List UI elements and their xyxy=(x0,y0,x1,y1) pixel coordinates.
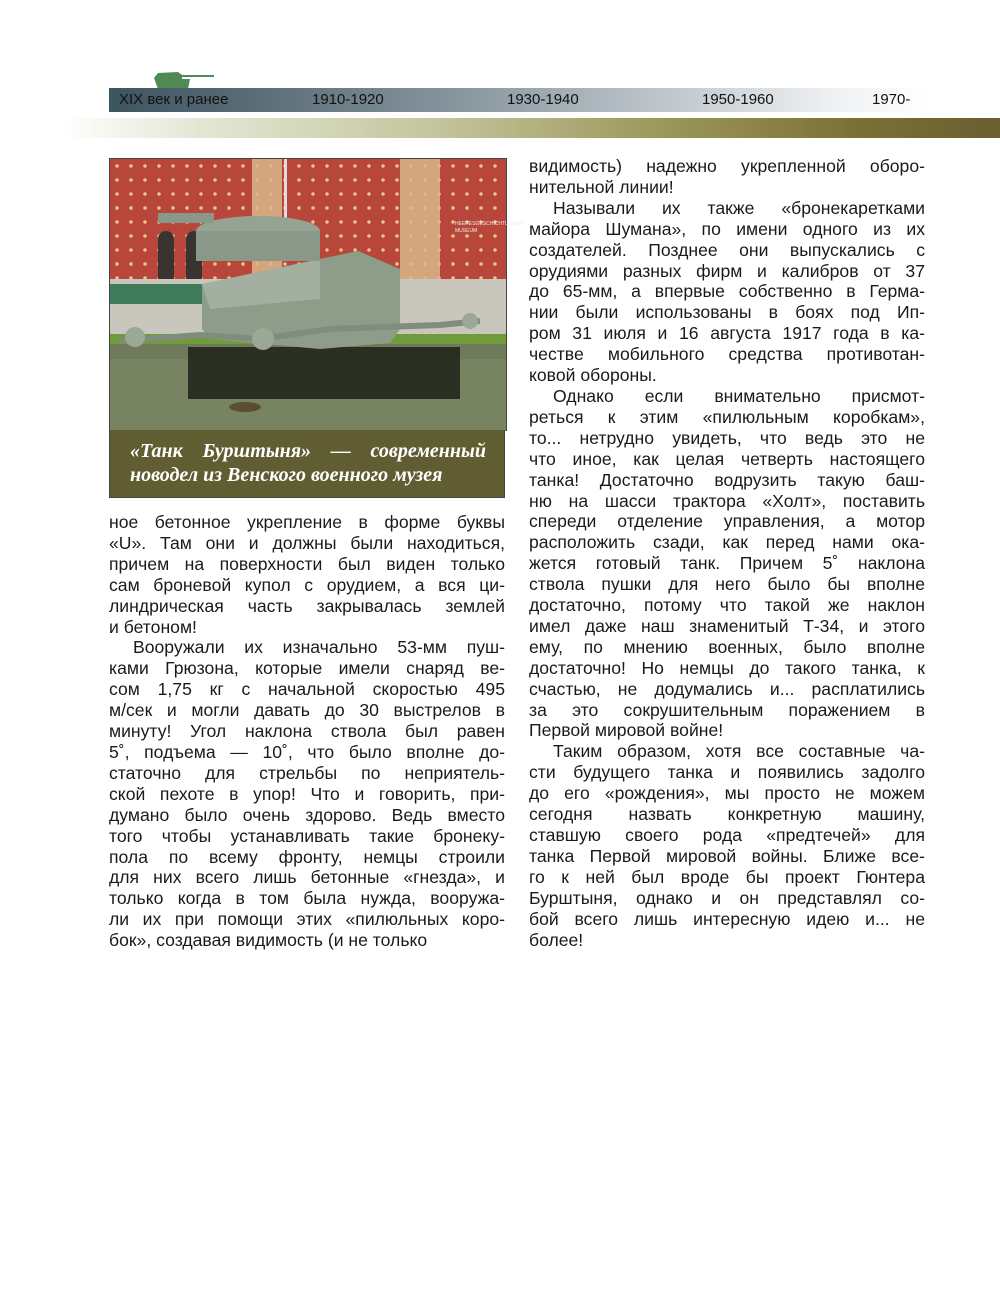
timeline-item[interactable]: 1950-1960 xyxy=(702,91,774,108)
text-line: Называли их также «бронекаретками xyxy=(553,197,925,218)
paragraph xyxy=(109,512,505,637)
text-line: до его «рождения», мы просто не можем xyxy=(529,783,925,804)
text-line: ное бетонное укрепление в форме буквы xyxy=(109,512,505,532)
caption-line: новодел из Венского военного музея xyxy=(130,464,443,486)
text-line: Однако если внимательно присмот- xyxy=(553,385,925,406)
text-line: «U». Там они и должны были находиться, xyxy=(109,532,505,553)
text-line: бой всего лишь интересную идею и... не xyxy=(529,908,925,929)
tank-photo xyxy=(109,158,524,431)
text-line: того чтобы устанавливать такие бронеку- xyxy=(109,825,505,846)
text-line: реться к этим «пилюльным коробкам», xyxy=(529,406,925,427)
text-line: Таким образом, хотя все составные ча- xyxy=(553,741,925,762)
text-line: ли их при помощи этих «пилюльных коро- xyxy=(109,909,505,930)
text-line: минуту! Угол наклона ствола был равен xyxy=(109,721,505,742)
timeline-item[interactable]: 1930-1940 xyxy=(507,91,579,108)
text-line: нительной линии! xyxy=(529,176,674,197)
text-line: достаточно, потому что такой же наклон xyxy=(529,595,925,616)
text-line: и бетоном! xyxy=(109,616,197,637)
text-line: ром 31 июля и 16 августа 1917 года в ка- xyxy=(529,323,925,344)
text-line: более! xyxy=(529,929,584,950)
text-line: спереди отделение управления, а мотор xyxy=(529,511,925,532)
text-line: достаточно! Но немцы до такого танка, к xyxy=(529,657,925,678)
museum-sign: HEERESGESCHICHTLICHES MUSEUM xyxy=(455,221,524,234)
text-line: сти будущего танка и появились задолго xyxy=(529,762,925,783)
text-line: нии были использованы в боях под Ип- xyxy=(529,302,925,323)
text-line: сам броневой купол с орудием, а вся ци- xyxy=(109,574,505,595)
text-line: ковой обороны. xyxy=(529,365,657,386)
timeline-item[interactable]: 1970- xyxy=(872,91,911,108)
text-line: Первой мировой войне! xyxy=(529,720,724,741)
text-line: ками Грюзона, которые имели снаряд ве- xyxy=(109,658,505,679)
text-line: орудиями разных фирм и калибров от 37 xyxy=(529,260,925,281)
text-line: линдрическая часть закрывалась землей xyxy=(109,595,505,616)
text-line: причем на поверхности был виден только xyxy=(109,553,505,574)
text-line: за это сокрушительным поражением в xyxy=(529,699,925,720)
text-line: сом 1,75 кг с начальной скоростью 495 xyxy=(109,679,505,700)
paragraph xyxy=(529,386,925,741)
paragraph xyxy=(109,637,505,951)
text-line: майора Шумана», по имени одного из их xyxy=(529,218,925,239)
text-line: думано было очень здорово. Ведь вместо xyxy=(109,804,505,825)
text-line: для них всего лишь бетонные «гнезда», и xyxy=(109,867,505,888)
text-column-left xyxy=(109,512,505,951)
text-line: только когда в том была нужда, вооружа- xyxy=(109,888,505,909)
text-line: 5˚, подъема — 10˚, что было вполне до- xyxy=(109,741,505,762)
text-line: м/сек и могли давать до 30 выстрелов в xyxy=(109,700,505,721)
text-line: танка! Достаточно водрузить такую баш- xyxy=(529,469,925,490)
text-line: ставшую своего рода «предтечей» для xyxy=(529,825,925,845)
text-line: честве мобильного средства противотан- xyxy=(529,344,925,365)
text-line: что иное, как целая четверть настоящего xyxy=(529,448,925,469)
timeline-bar xyxy=(109,88,929,112)
text-line: то... нетрудно увидеть, что ведь это не xyxy=(529,427,925,448)
caption-line: «Танк Бурштыня» — современный xyxy=(130,440,486,462)
text-line: Бурштыня, однако и он представлял со- xyxy=(529,887,925,908)
text-line: ской пехоте в упор! Что и говорить, при- xyxy=(109,783,505,804)
text-line: ствола пушки для него было бы вполне xyxy=(529,574,925,595)
text-line: статочно для стрельбы по неприятель- xyxy=(109,762,505,783)
timeline-item[interactable]: 1910-1920 xyxy=(312,91,384,108)
photo-caption xyxy=(109,430,505,498)
text-line: го к ней был вроде бы проект Гюнтера xyxy=(529,866,925,887)
text-line: пола по всему фронту, немцы строили xyxy=(109,846,505,867)
text-column-right xyxy=(529,156,925,950)
text-line: видимость) надежно укрепленной оборо- xyxy=(529,156,925,176)
text-line: Вооружали их изначально 53-мм пуш- xyxy=(133,637,505,658)
text-line: имел даже наш знаменитый Т-34, и этого xyxy=(529,615,925,636)
text-line: ему, по мнению военных, было вполне xyxy=(529,636,925,657)
text-line: жется готовый танк. Причем 5˚ наклона xyxy=(529,553,925,574)
decorative-band xyxy=(60,118,1000,138)
text-line: ню на шасси трактора «Холт», поставить xyxy=(529,490,925,511)
text-line: сегодня назвать конкретную машину, xyxy=(529,804,925,825)
text-line: расположить сзади, как перед нами ока- xyxy=(529,532,925,553)
text-line: бок», создавая видимость (и не только xyxy=(109,930,428,951)
text-line: до 65-мм, а впервые собственно в Герма- xyxy=(529,281,925,302)
paragraph xyxy=(529,741,925,950)
text-line: танка Первой мировой войны. Ближе все- xyxy=(529,845,925,866)
paragraph xyxy=(529,156,925,198)
timeline-item[interactable]: XIX век и ранее xyxy=(119,91,229,108)
text-line: счастью, не додумались и... расплатились xyxy=(529,678,925,699)
paragraph xyxy=(529,198,925,386)
text-line: создателей. Позднее они выпускались с xyxy=(529,239,925,260)
